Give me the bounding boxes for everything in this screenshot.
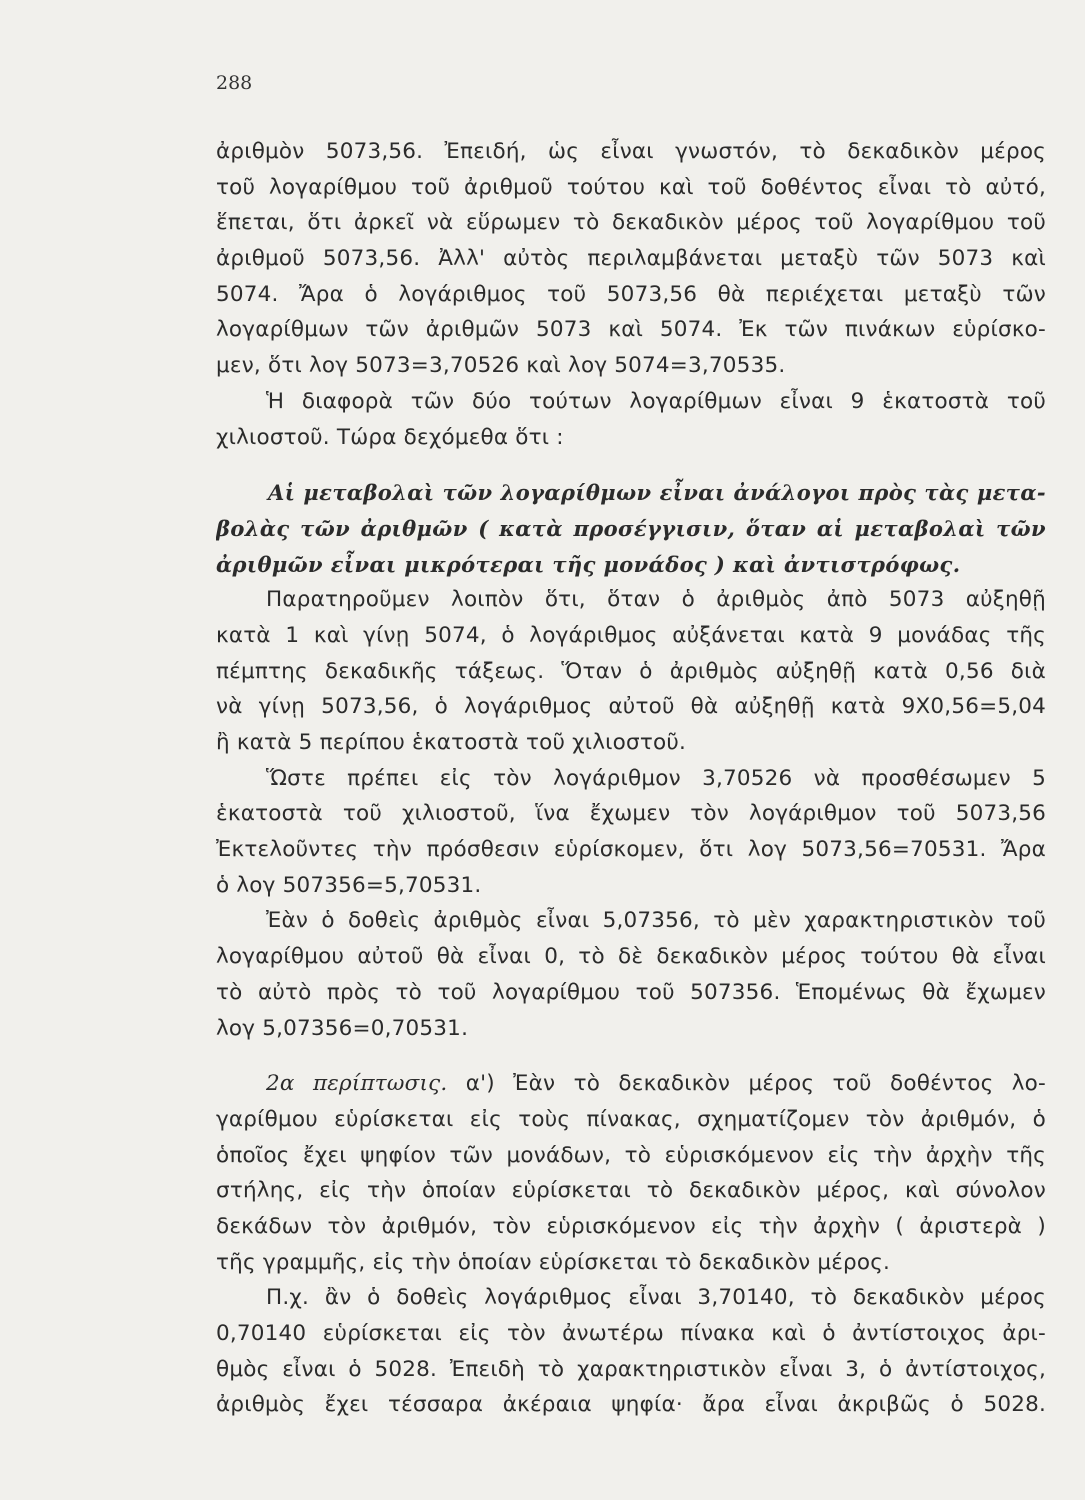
text-line: λογ 5,07356=0,70531. <box>216 1015 469 1041</box>
text-line: Αἱ μεταβολαὶ τῶν λογαρίθμων εἶναι ἀνάλογοι πρὸς τὰς μετα- <box>268 480 1046 506</box>
body-text <box>216 134 1046 1423</box>
text-line: στήλης, εἰς τὴν ὁποίαν εὑρίσκεται τὸ δεκαδικὸν μέρος, καὶ σύνολον <box>216 1178 1046 1204</box>
text-line: τὸ αὐτὸ πρὸς τὸ τοῦ λογαρίθμου τοῦ 507356. Ἑπομένως θὰ ἔχωμεν <box>216 979 1046 1005</box>
text-line: βολὰς τῶν ἀριθμῶν ( κατὰ προσέγγισιν, ὅταν αἱ μεταβολαὶ τῶν <box>216 515 1046 541</box>
text-line: ἀριθμῶν εἶναι μικρότεραι τῆς μονάδος ) καὶ ἀντιστρόφως. <box>216 551 961 577</box>
text-line: θμὸς εἶναι ὁ 5028. Ἐπειδὴ τὸ χαρακτηριστικὸν εἶναι 3, ὁ ἀντίστοιχος, <box>216 1356 1046 1382</box>
text-line: Ἐὰν ὁ δοθεὶς ἀριθμὸς εἶναι 5,07356, τὸ μὲν χαρακτηριστικὸν τοῦ <box>266 908 1046 934</box>
paragraph-gap <box>216 455 1046 475</box>
text-line: Π.χ. ἂν ὁ δοθεὶς λογάριθμος εἶναι 3,70140, τὸ δεκαδικὸν μέρος <box>266 1285 1046 1311</box>
text-line: ὁ λογ 507356=5,70531. <box>216 872 482 898</box>
text-line: χιλιοστοῦ. Τώρα δεχόμεθα ὅτι : <box>216 424 564 450</box>
text-line: δεκάδων τὸν ἀριθμόν, τὸν εὑρισκόμενον εἰς τὴν ἀρχὴν ( ἀριστερὰ ) <box>216 1213 1046 1239</box>
text-line: λογαρίθμου αὐτοῦ θὰ εἶναι 0, τὸ δὲ δεκαδικὸν μέρος τούτου θὰ εἶναι <box>216 944 1046 970</box>
text-line: ἀριθμοῦ 5073,56. Ἀλλ' αὐτὸς περιλαμβάνεται μεταξὺ τῶν 5073 καὶ <box>216 246 1046 272</box>
text-line: τοῦ λογαρίθμου τοῦ ἀριθμοῦ τούτου καὶ τοῦ δοθέντος εἶναι τὸ αὐτό, <box>216 174 1046 200</box>
text-line: κατὰ 1 καὶ γίνῃ 5074, ὁ λογάριθμος αὐξάνεται κατὰ 9 μονάδας τῆς <box>216 622 1046 648</box>
text-line: λογαρίθμων τῶν ἀριθμῶν 5073 καὶ 5074. Ἐκ τῶν πινάκων εὑρίσκο- <box>216 317 1046 343</box>
page-number: 288 <box>216 72 253 94</box>
case-heading: 2α περίπτωσις. <box>266 1071 448 1097</box>
text-line: ἀριθμὸν 5073,56. Ἐπειδή, ὡς εἶναι γνωστόν, τὸ δεκαδικὸν μέρος <box>216 139 1046 164</box>
text-line: τῆς γραμμῆς, εἰς τὴν ὁποίαν εὑρίσκεται τὸ δεκαδικὸν μέρος. <box>216 1249 891 1275</box>
paragraph-gap <box>216 1046 1046 1066</box>
text-line: ὁποῖος ἔχει ψηφίον τῶν μονάδων, τὸ εὑρισκόμενον εἰς τὴν ἀρχὴν τῆς <box>216 1142 1046 1168</box>
text-line: 5074. Ἄρα ὁ λογάριθμος τοῦ 5073,56 θὰ περιέχεται μεταξὺ τῶν <box>216 281 1046 307</box>
text-line: ἀριθμὸς ἔχει τέσσαρα ἀκέραια ψηφία· ἄρα εἶναι ἀκριβῶς ὁ 5028. <box>216 1392 1046 1418</box>
text-line: νὰ γίνῃ 5073,56, ὁ λογάριθμος αὐτοῦ θὰ αὐξηθῇ κατὰ 9Χ0,56=5,04 <box>216 694 1046 720</box>
text-line: γαρίθμου εὑρίσκεται εἰς τοὺς πίνακας, σχηματίζομεν τὸν ἀριθμόν, ὁ <box>216 1106 1046 1132</box>
text-line: ἑκατοστὰ τοῦ χιλιοστοῦ, ἵνα ἔχωμεν τὸν λογάριθμον τοῦ 5073,56 <box>216 801 1046 827</box>
text-line: Ἡ διαφορὰ τῶν δύο τούτων λογαρίθμων εἶναι 9 ἑκατοστὰ τοῦ <box>266 388 1046 414</box>
text-line: μεν, ὅτι λογ 5073=3,70526 καὶ λογ 5074=3,70535. <box>216 353 786 379</box>
text-line: Παρατηροῦμεν λοιπὸν ὅτι, ὅταν ὁ ἀριθμὸς ἀπὸ 5073 αὐξηθῇ <box>266 587 1046 613</box>
text-line: 0,70140 εὑρίσκεται εἰς τὸν ἀνωτέρω πίνακα καὶ ὁ ἀντίστοιχος ἀρι- <box>216 1321 1046 1346</box>
text-line: ἢ κατὰ 5 περίπου ἑκατοστὰ τοῦ χιλιοστοῦ. <box>216 730 686 755</box>
text-line: 2α περίπτωσις. α') Ἐὰν τὸ δεκαδικὸν μέρος τοῦ δοθέντος λο- <box>266 1071 1046 1097</box>
text-line: ἕπεται, ὅτι ἀρκεῖ νὰ εὕρωμεν τὸ δεκαδικὸν μέρος τοῦ λογαρίθμου τοῦ <box>216 210 1046 236</box>
text-line: Ὥστε πρέπει εἰς τὸν λογάριθμον 3,70526 νὰ προσθέσωμεν 5 <box>266 765 1046 791</box>
text-line: πέμπτης δεκαδικῆς τάξεως. Ὅταν ὁ ἀριθμὸς αὐξηθῇ κατὰ 0,56 διὰ <box>216 658 1046 684</box>
text-line: Ἐκτελοῦντες τὴν πρόσθεσιν εὑρίσκομεν, ὅτι λογ 5073,56=70531. Ἄρα <box>216 837 1046 863</box>
